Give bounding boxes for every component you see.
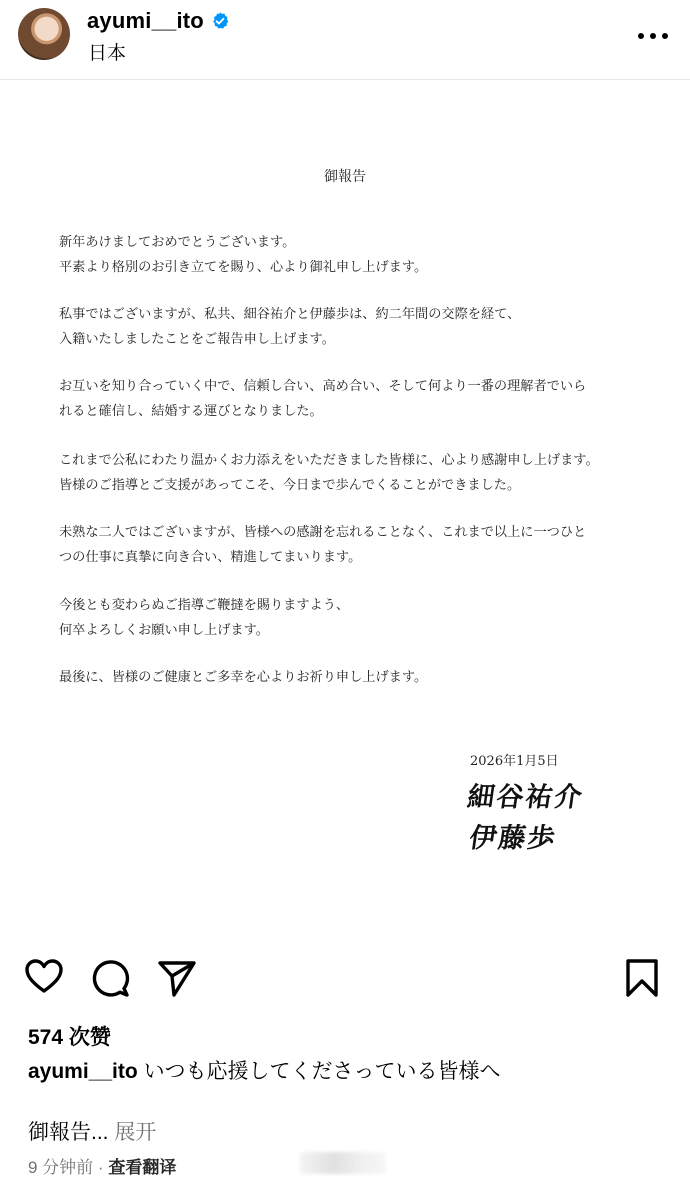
document-paragraph: 未熟な二人ではございますが、皆様への感謝を忘れることなく、これまで以上に一つひと つの仕事に真摯に向き合い、精進してまいります。 [59, 525, 587, 565]
post-meta [28, 1153, 176, 1178]
document-paragraph: 最後に、皆様のご健康とご多幸を心よりお祈り申し上げます。 [59, 670, 428, 685]
bookmark-icon[interactable] [620, 955, 664, 999]
post-header [0, 0, 690, 80]
document-date: 2026年1月5日 [470, 754, 559, 769]
blurred-watermark [300, 1152, 386, 1174]
document-paragraph: 新年あけましておめでとうございます。 平素より格別のお引き立てを賜り、心より御礼申し上げます。 [59, 235, 428, 275]
caption-username[interactable]: ayumi__ito [28, 1060, 138, 1083]
like-count[interactable]: 574 次赞 [28, 1026, 111, 1049]
expand-caption-button[interactable]: 展开 [114, 1121, 157, 1144]
post-image[interactable] [0, 80, 690, 946]
post-caption [28, 1055, 501, 1085]
signature-line-1: 細谷祐介 [465, 782, 586, 813]
see-translation-link[interactable]: 查看翻译 [108, 1158, 177, 1177]
caption-continuation [28, 1116, 156, 1146]
send-icon[interactable] [155, 955, 199, 999]
comment-icon[interactable] [89, 955, 133, 999]
post-username[interactable] [87, 8, 230, 34]
document-paragraph: これまで公私にわたり温かくお力添えをいただきました皆様に、心より感謝申し上げます。 皆様のご指導とご支援があってこそ、今日まで歩んでくることができました。 [59, 453, 599, 493]
username-text[interactable]: ayumi__ito [87, 8, 204, 33]
caption-line2: 御報告... [28, 1121, 109, 1144]
document-paragraph: お互いを知り合っていく中で、信頼し合い、高め合い、そして何より一番の理解者でいら れると確信し、結婚する運びとなりました。 [59, 379, 587, 419]
heart-icon[interactable] [22, 955, 66, 999]
post-location[interactable]: 日本 [88, 43, 127, 64]
signature-line-2: 伊藤歩 [467, 823, 559, 854]
post-time: 9 分钟前 [28, 1158, 94, 1177]
caption-text: いつも応援してくださっている皆様へ [143, 1060, 501, 1083]
verified-badge-icon [210, 11, 230, 31]
more-options-icon[interactable] [638, 24, 668, 48]
document-paragraph: 私事ではございますが、私共、細谷祐介と伊藤歩は、約二年間の交際を経て、 入籍いたしましたことをご報告申し上げます。 [59, 307, 521, 347]
meta-separator: · [97, 1158, 104, 1177]
document-paragraph: 今後とも変わらぬご指導ご鞭撻を賜りますよう、 何卒よろしくお願い申し上げます。 [59, 598, 350, 638]
document-title: 御報告 [324, 169, 366, 185]
post-actions [0, 955, 690, 1015]
avatar[interactable] [18, 8, 70, 60]
